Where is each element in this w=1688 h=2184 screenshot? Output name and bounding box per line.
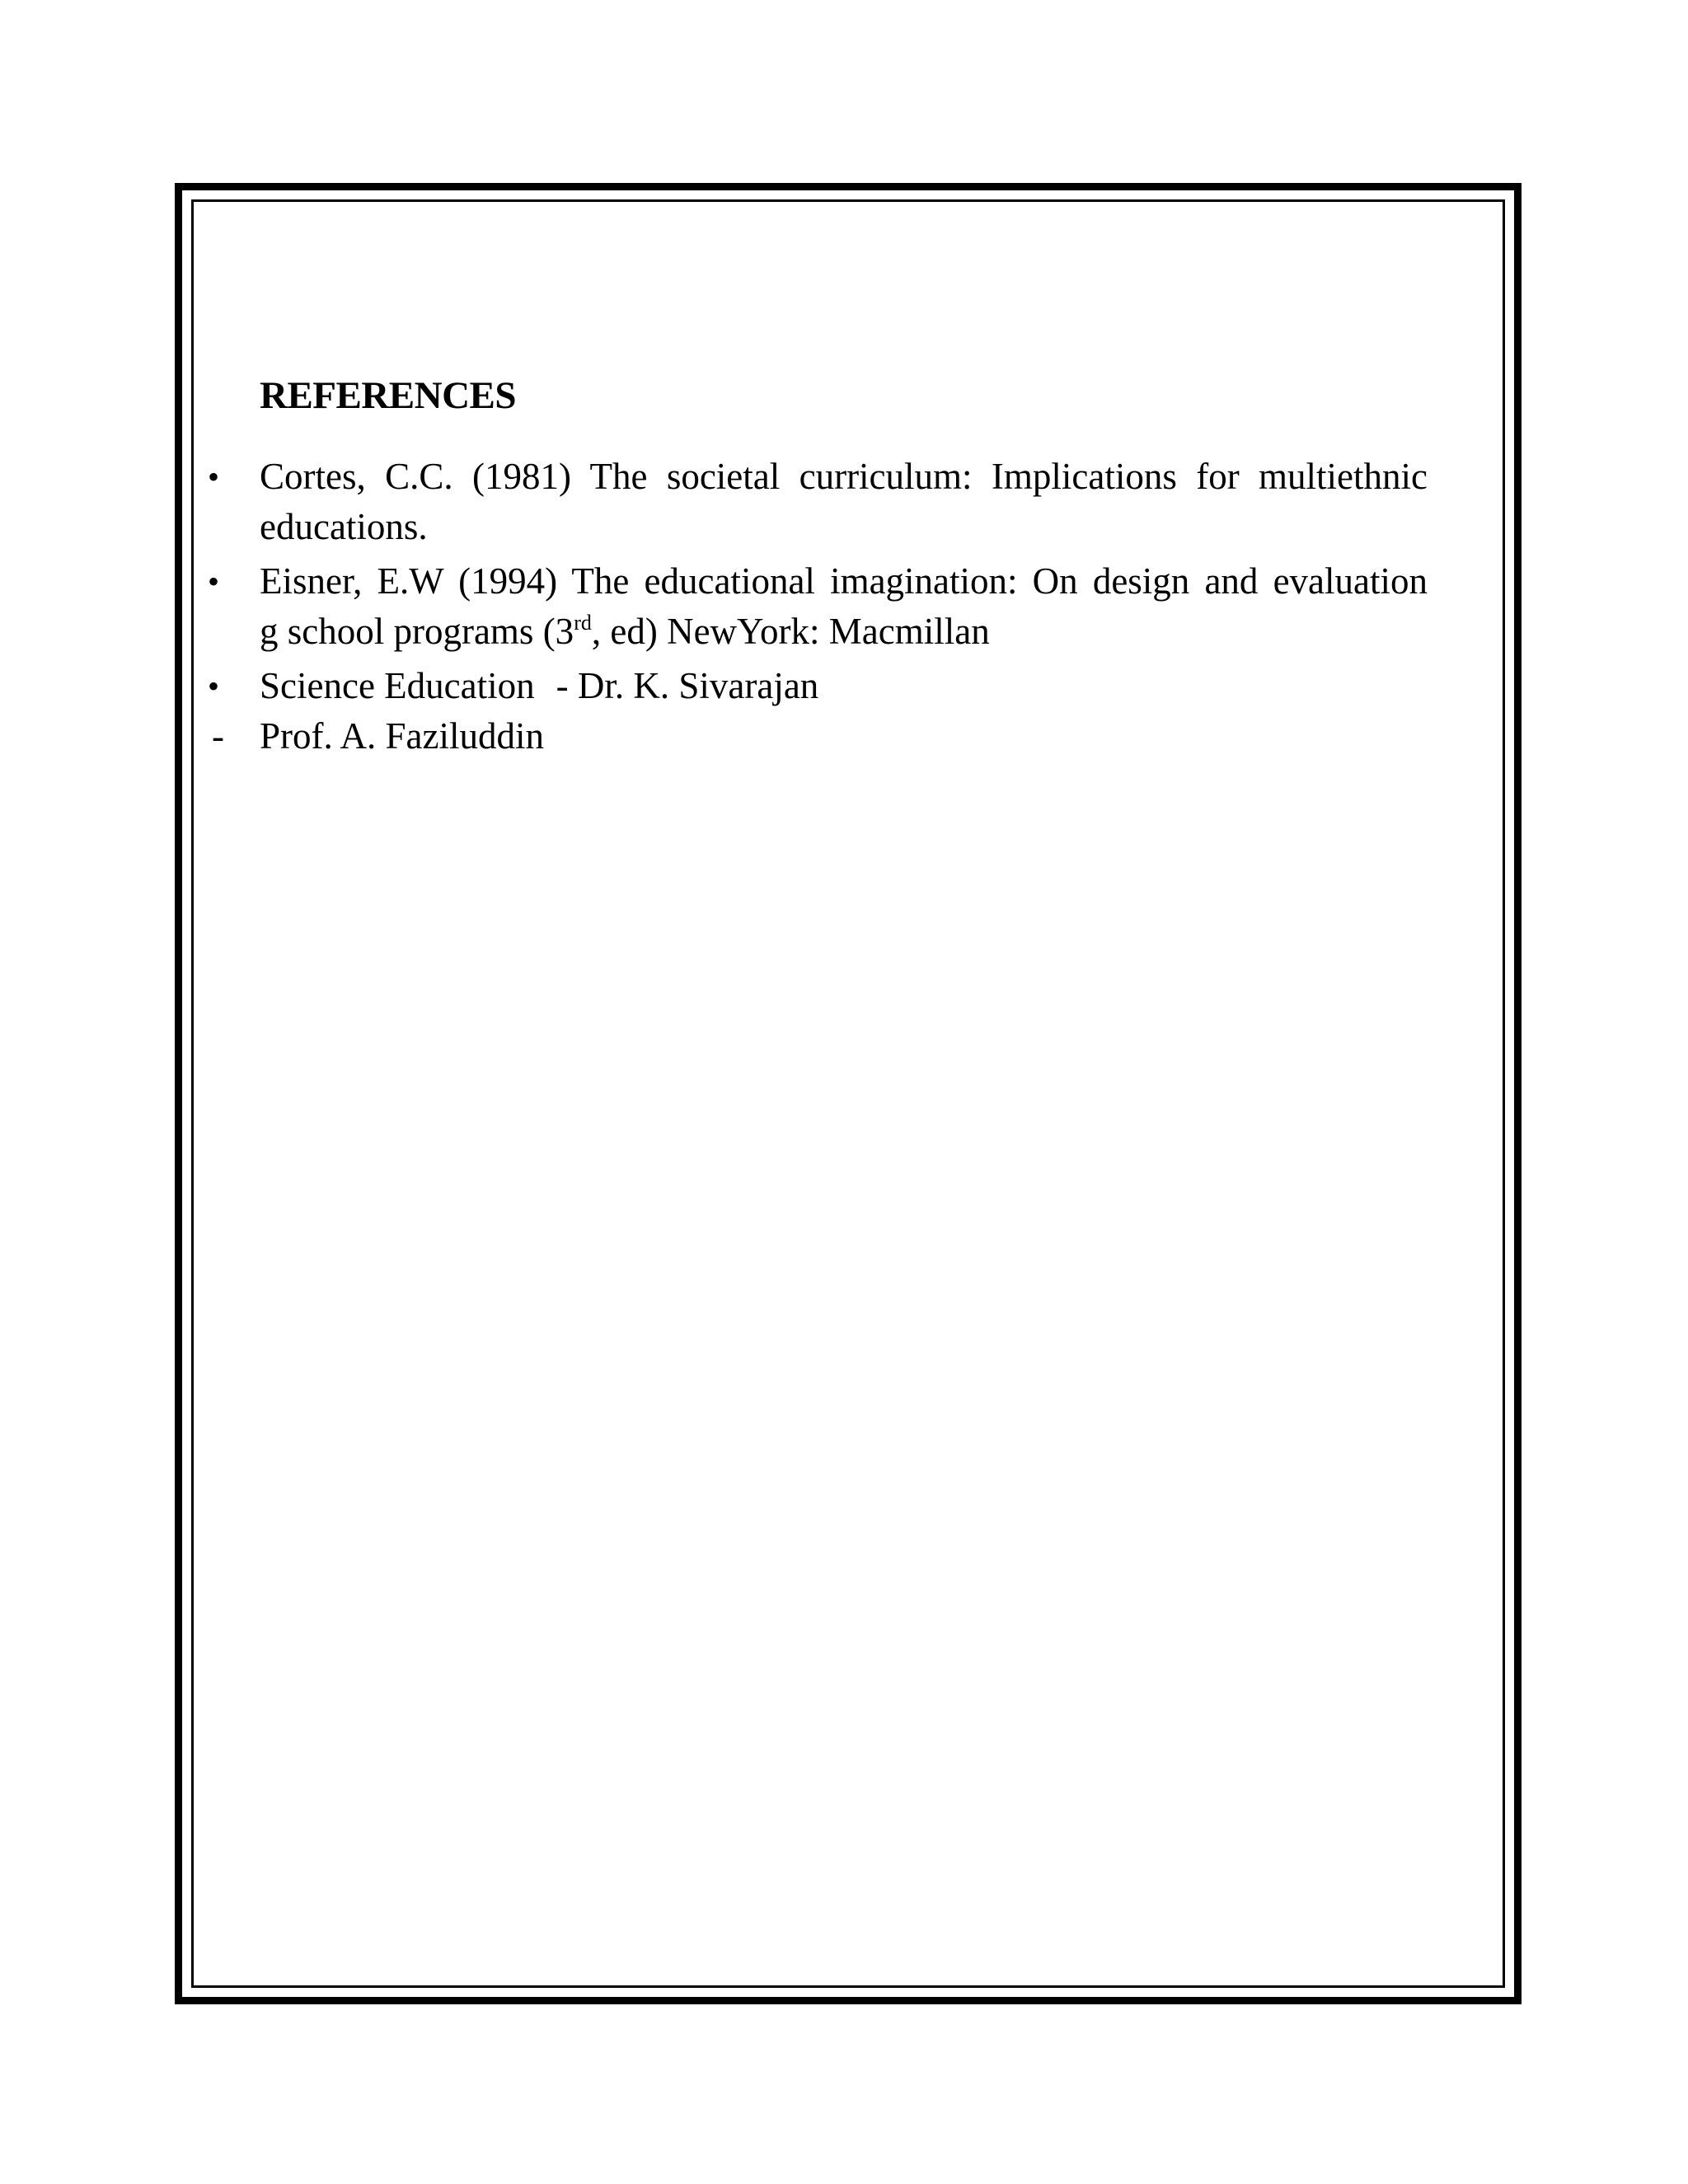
reference-text-line: educations. [260,506,428,547]
superscript-ordinal: rd [574,611,592,635]
dash-marker: - [212,715,224,757]
reference-item-eisner [260,556,1428,657]
reference-item-faziluddin [260,711,1428,762]
reference-text-line [260,661,1428,711]
reference-title: Science Education [260,665,535,706]
reference-text-line: Cortes, C.C. (1981) The societal curriculum: Implications for multiethnic [260,456,1428,497]
bullet-icon: • [208,458,220,495]
reference-text-line: Prof. A. Faziluddin [260,715,544,757]
reference-author: - Dr. K. Sivarajan [556,665,819,706]
reference-text-line [260,607,1428,657]
reference-item-science-education [260,661,1428,711]
reference-text-line: Eisner, E.W (1994) The educational imagination: On design and evaluation [260,560,1428,602]
reference-text-fragment: , ed) NewYork: Macmillan [591,611,990,652]
references-heading: REFERENCES [260,374,517,417]
reference-text-fragment: g school programs (3 [260,611,574,652]
bullet-icon: • [208,563,220,600]
reference-item-cortes [260,452,1428,552]
bullet-icon: • [208,668,220,705]
